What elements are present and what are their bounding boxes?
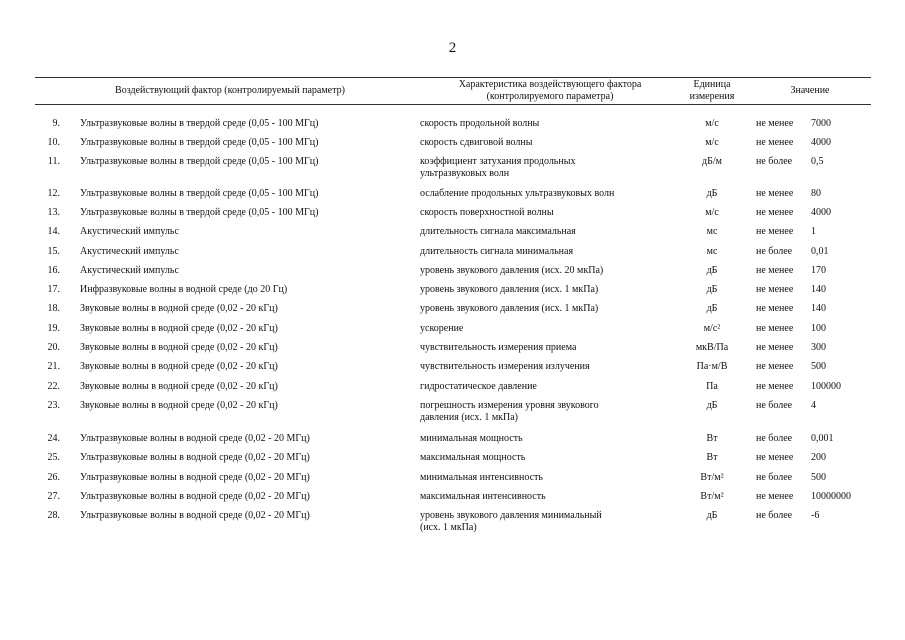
- table-header-rule: [35, 104, 871, 105]
- row-unit: дБ: [706, 510, 718, 521]
- row-unit: дБ: [706, 265, 718, 276]
- row-number: 16.: [47, 265, 60, 276]
- row-value: 140: [811, 284, 826, 295]
- row-unit: м/с: [705, 207, 719, 218]
- row-number: 25.: [47, 452, 60, 463]
- header-factor: Воздействующий фактор (контролируемый параметр): [115, 85, 345, 96]
- row-characteristic: скорость поверхностной волны: [420, 207, 554, 218]
- row-value: 80: [811, 188, 821, 199]
- row-condition: не менее: [756, 342, 794, 353]
- row-number: 12.: [47, 188, 60, 199]
- row-characteristic: гидростатическое давление: [420, 381, 537, 392]
- row-value: 4: [811, 400, 816, 411]
- header-value: Значение: [790, 85, 830, 96]
- row-number: 19.: [47, 323, 60, 334]
- row-factor: Ультразвуковые волны в водной среде (0,02 - 20 МГц): [80, 433, 310, 444]
- row-value: 500: [811, 361, 826, 372]
- row-characteristic: ослабление продольных ультразвуковых волн: [420, 188, 615, 199]
- row-value: 4000: [811, 207, 831, 218]
- table-top-rule: [35, 77, 871, 78]
- row-value: 0,01: [811, 246, 829, 257]
- row-number: 23.: [47, 400, 60, 411]
- row-characteristic: уровень звукового давления минимальный: [420, 510, 602, 521]
- row-unit: Вт: [706, 433, 718, 444]
- row-factor: Ультразвуковые волны в водной среде (0,02 - 20 МГц): [80, 472, 310, 483]
- row-value: 500: [811, 472, 826, 483]
- row-number: 24.: [47, 433, 60, 444]
- row-condition: не менее: [756, 381, 794, 392]
- header-characteristic-line2: (контролируемого параметра): [486, 91, 614, 102]
- row-value: 0,5: [811, 156, 824, 167]
- row-condition: не менее: [756, 452, 794, 463]
- row-value: -6: [811, 510, 820, 521]
- row-characteristic: чувствительность измерения приема: [420, 342, 577, 353]
- row-characteristic: длительность сигнала максимальная: [420, 226, 576, 237]
- row-factor: Ультразвуковые волны в твердой среде (0,05 - 100 МГц): [80, 118, 319, 129]
- row-unit: м/с: [705, 118, 719, 129]
- row-unit: Вт: [706, 452, 718, 463]
- page-number: 2: [448, 40, 457, 56]
- row-value: 300: [811, 342, 826, 353]
- row-number: 13.: [47, 207, 60, 218]
- row-characteristic: минимальная интенсивность: [420, 472, 543, 483]
- row-unit: мкВ/Па: [695, 342, 729, 353]
- header-characteristic-line1: Характеристика воздействующего фактора: [458, 79, 642, 90]
- row-factor: Акустический импульс: [80, 226, 179, 237]
- row-factor: Ультразвуковые волны в твердой среде (0,05 - 100 МГц): [80, 137, 319, 148]
- row-condition: не менее: [756, 265, 794, 276]
- row-factor: Ультразвуковые волны в водной среде (0,02 - 20 МГц): [80, 452, 310, 463]
- row-unit: дБ: [706, 188, 718, 199]
- row-number: 27.: [47, 491, 60, 502]
- row-factor: Звуковые волны в водной среде (0,02 - 20 кГц): [80, 342, 278, 353]
- row-characteristic: скорость продольной волны: [420, 118, 540, 129]
- row-condition: не менее: [756, 226, 794, 237]
- row-number: 20.: [47, 342, 60, 353]
- row-factor: Инфразвуковые волны в водной среде (до 20 Гц): [80, 284, 288, 295]
- row-factor: Звуковые волны в водной среде (0,02 - 20 кГц): [80, 400, 278, 411]
- row-unit: мс: [706, 246, 718, 257]
- row-value: 100000: [811, 381, 841, 392]
- row-value: 0,001: [811, 433, 834, 444]
- row-condition: не менее: [756, 491, 794, 502]
- row-condition: не более: [756, 472, 793, 483]
- row-condition: не более: [756, 433, 793, 444]
- row-unit: Вт/м²: [700, 491, 724, 502]
- row-unit: дБ: [706, 303, 718, 314]
- row-value: 1: [811, 226, 816, 237]
- row-number: 11.: [47, 156, 60, 167]
- row-number: 22.: [47, 381, 60, 392]
- row-unit: дБ: [706, 400, 718, 411]
- row-characteristic-cont: ультразвуковых волн: [420, 168, 510, 179]
- row-condition: не более: [756, 510, 793, 521]
- row-factor: Звуковые волны в водной среде (0,02 - 20 кГц): [80, 361, 278, 372]
- row-value: 140: [811, 303, 826, 314]
- row-characteristic: максимальная мощность: [420, 452, 526, 463]
- row-value: 200: [811, 452, 826, 463]
- row-characteristic-cont: (исх. 1 мкПа): [420, 522, 477, 533]
- row-number: 9.: [52, 118, 60, 129]
- row-factor: Акустический импульс: [80, 246, 179, 257]
- header-characteristic: [410, 79, 690, 103]
- row-characteristic: уровень звукового давления (исх. 1 мкПа): [420, 284, 599, 295]
- row-unit: м/с: [705, 137, 719, 148]
- row-characteristic: максимальная интенсивность: [420, 491, 546, 502]
- row-condition: не менее: [756, 303, 794, 314]
- row-characteristic: коэффициент затухания продольных: [420, 156, 576, 167]
- row-characteristic-cont: давления (исх. 1 мкПа): [420, 412, 519, 423]
- row-unit: дБ/м: [702, 156, 722, 167]
- row-condition: не менее: [756, 137, 794, 148]
- row-condition: не менее: [756, 284, 794, 295]
- row-condition: не менее: [756, 207, 794, 218]
- row-characteristic: уровень звукового давления (исх. 1 мкПа): [420, 303, 599, 314]
- row-factor: Ультразвуковые волны в твердой среде (0,05 - 100 МГц): [80, 156, 319, 167]
- row-unit: Па: [706, 381, 718, 392]
- row-condition: не менее: [756, 323, 794, 334]
- row-unit: м/с²: [703, 323, 721, 334]
- row-characteristic: скорость сдвиговой волны: [420, 137, 533, 148]
- row-factor: Акустический импульс: [80, 265, 179, 276]
- row-unit: Вт/м²: [700, 472, 724, 483]
- header-unit-line2: измерения: [689, 91, 735, 102]
- row-condition: не менее: [756, 118, 794, 129]
- row-value: 7000: [811, 118, 831, 129]
- row-characteristic: уровень звукового давления (исх. 20 мкПа): [420, 265, 604, 276]
- row-characteristic: чувствительность измерения излучения: [420, 361, 590, 372]
- row-condition: не более: [756, 156, 793, 167]
- row-number: 21.: [47, 361, 60, 372]
- row-characteristic: ускорение: [420, 323, 464, 334]
- header-unit-line1: Единица: [693, 79, 731, 90]
- row-number: 15.: [47, 246, 60, 257]
- row-condition: не более: [756, 246, 793, 257]
- row-factor: Ультразвуковые волны в твердой среде (0,05 - 100 МГц): [80, 188, 319, 199]
- row-condition: не более: [756, 400, 793, 411]
- row-value: 100: [811, 323, 826, 334]
- row-value: 4000: [811, 137, 831, 148]
- row-factor: Ультразвуковые волны в водной среде (0,02 - 20 МГц): [80, 510, 310, 521]
- row-number: 18.: [47, 303, 60, 314]
- row-unit: дБ: [706, 284, 718, 295]
- row-factor: Звуковые волны в водной среде (0,02 - 20 кГц): [80, 381, 278, 392]
- row-factor: Ультразвуковые волны в водной среде (0,02 - 20 МГц): [80, 491, 310, 502]
- row-characteristic: длительность сигнала минимальная: [420, 246, 574, 257]
- row-factor: Звуковые волны в водной среде (0,02 - 20 кГц): [80, 303, 278, 314]
- row-number: 28.: [47, 510, 60, 521]
- row-number: 17.: [47, 284, 60, 295]
- header-unit: [672, 79, 752, 103]
- row-value: 170: [811, 265, 826, 276]
- row-condition: не менее: [756, 361, 794, 372]
- row-factor: Звуковые волны в водной среде (0,02 - 20 кГц): [80, 323, 278, 334]
- row-number: 10.: [47, 137, 60, 148]
- row-number: 26.: [47, 472, 60, 483]
- row-unit: Па·м/В: [696, 361, 728, 372]
- row-factor: Ультразвуковые волны в твердой среде (0,05 - 100 МГц): [80, 207, 319, 218]
- row-value: 10000000: [811, 491, 851, 502]
- row-condition: не менее: [756, 188, 794, 199]
- row-characteristic: погрешность измерения уровня звукового: [420, 400, 599, 411]
- row-number: 14.: [47, 226, 60, 237]
- row-unit: мс: [706, 226, 718, 237]
- row-characteristic: минимальная мощность: [420, 433, 523, 444]
